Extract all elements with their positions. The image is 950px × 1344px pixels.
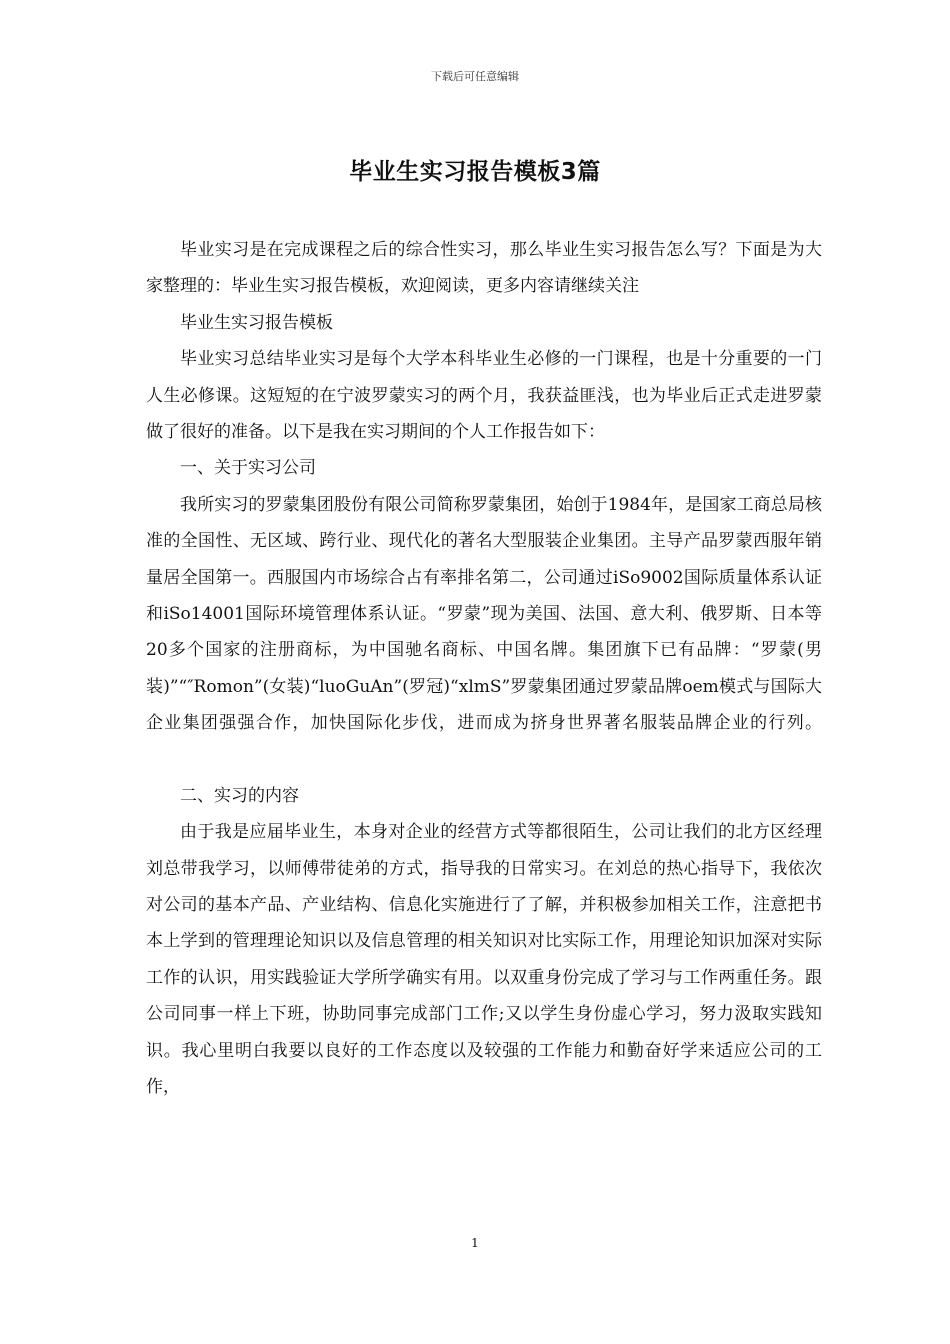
summary-paragraph: 毕业实习总结毕业实习是每个大学本科毕业生必修的一门课程，也是十分重要的一门人生必修课。这短短的在宁波罗蒙实习的两个月，我获益匪浅，也为毕业后正式走进罗蒙做了很好的准备。以下是我在实习期间的个人工作报告如下： (146, 349, 822, 443)
company-paragraph: 我所实习的罗蒙集团股份有限公司简称罗蒙集团，始创于1984年，是国家工商总局核准的全国性、无区域、跨行业、现代化的著名大型服装企业集团。主导产品罗蒙西服年销量居全国第一。西服国内市场综合占有率排名第二，公司通过iSo9002国际质量体系认证和iSo14001国际环境管理体系认证。“罗蒙”现为美国、法国、意大利、俄罗斯、日本等20多个国家的注册商标，为中国驰名商标、中国名牌。集团旗下已有品牌：“罗蒙(男装)”“″Romon”(女装)“luoGuAn”(罗冠)“xlmS”罗蒙集团通过罗蒙品牌oem模式与国际大企业集团强强合作，加快国际化步伐，进而成为挤身世界著名服装品牌企业的行列。 (146, 494, 822, 734)
intro-paragraph: 毕业实习是在完成课程之后的综合性实习，那么毕业生实习报告怎么写？下面是为大家整理的：毕业生实习报告模板，欢迎阅读，更多内容请继续关注 (146, 240, 822, 297)
page-number: 1 (471, 1236, 479, 1250)
document-body (146, 232, 822, 1105)
paragraph-spacer (146, 742, 822, 778)
page-title: 毕业生实习报告模板3篇 (349, 159, 601, 185)
header-note: 下载后可任意编辑 (431, 70, 519, 83)
section-heading-template: 毕业生实习报告模板 (180, 312, 333, 333)
section-heading-content: 二、实习的内容 (180, 785, 299, 806)
content-paragraph: 由于我是应届毕业生，本身对企业的经营方式等都很陌生，公司让我们的北方区经理刘总带我学习，以师傅带徒弟的方式，指导我的日常实习。在刘总的热心指导下，我依次对公司的基本产品、产业结构、信息化实施进行了了解，并积极参加相关工作，注意把书本上学到的管理理论知识以及信息管理的相关知识对比实际工作，用理论知识加深对实际工作的认识，用实践验证大学所学确实有用。以双重身份完成了学习与工作两重任务。跟公司同事一样上下班，协助同事完成部门工作;又以学生身份虚心学习，努力汲取实践知识。我心里明白我要以良好的工作态度以及较强的工作能力和勤奋好学来适应公司的工作， (146, 822, 822, 1097)
section-heading-company: 一、关于实习公司 (180, 458, 316, 479)
